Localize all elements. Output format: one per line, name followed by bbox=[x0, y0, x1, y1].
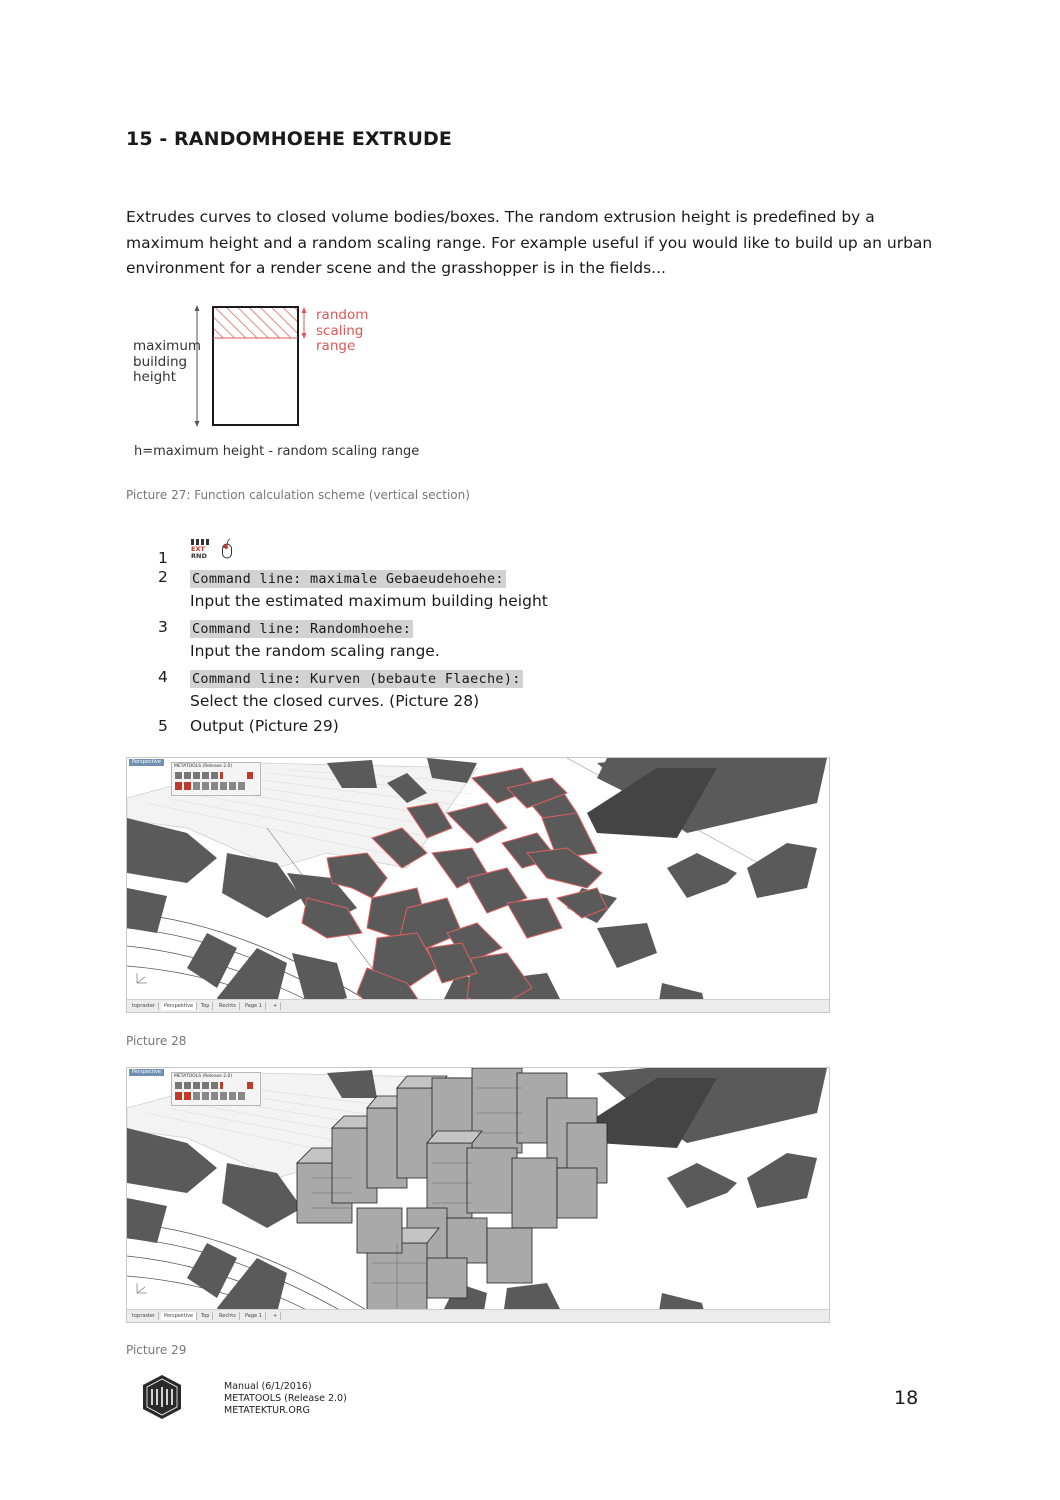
step-1-icons bbox=[190, 538, 233, 564]
page-number: 18 bbox=[894, 1387, 919, 1409]
step-number: 4 bbox=[158, 668, 168, 686]
tab-top[interactable]: Top bbox=[198, 1312, 213, 1320]
toolbar-title: METATOOLS (Release 2.0) bbox=[174, 764, 233, 769]
tab-top[interactable]: Top bbox=[198, 1002, 213, 1010]
tab-rechts[interactable]: Rechts bbox=[216, 1002, 240, 1010]
metatools-toolbar[interactable] bbox=[171, 762, 261, 796]
max-height-label: maximum building height bbox=[133, 338, 202, 385]
picture-28-caption: Picture 28 bbox=[126, 1034, 187, 1048]
step-3-command: Command line: Randomhoehe: bbox=[192, 621, 412, 637]
step-number: 2 bbox=[158, 568, 168, 586]
footer-info: Manual (6/1/2016) METATOOLS (Release 2.0) METATEKTUR.ORG bbox=[224, 1381, 347, 1416]
tab-topraster[interactable]: topraster bbox=[129, 1002, 159, 1010]
tab-rechts[interactable]: Rechts bbox=[216, 1312, 240, 1320]
picture-27-caption: Picture 27: Function calculation scheme (vertical section) bbox=[126, 488, 470, 502]
step-4-text: Select the closed curves. (Picture 28) bbox=[190, 692, 480, 710]
extruded-buildings-view bbox=[127, 1068, 829, 1322]
random-range-label: random scaling range bbox=[316, 307, 369, 354]
step-4-command: Command line: Kurven (bebaute Flaeche): bbox=[192, 671, 521, 687]
step-3-text: Input the random scaling range. bbox=[190, 642, 440, 660]
step-2-text: Input the estimated maximum building height bbox=[190, 592, 548, 610]
metatektur-logo bbox=[140, 1373, 184, 1421]
calculation-diagram bbox=[126, 298, 420, 463]
step-number: 3 bbox=[158, 618, 168, 636]
picture-29-caption: Picture 29 bbox=[126, 1343, 187, 1357]
step-2-command: Command line: maximale Gebaeudehoehe: bbox=[192, 571, 504, 587]
step-number: 5 bbox=[158, 717, 168, 735]
tab-add[interactable]: + bbox=[270, 1312, 281, 1320]
mouse-left-click-icon bbox=[221, 538, 233, 564]
viewport-label[interactable]: Perspective bbox=[129, 1069, 164, 1076]
viewport-label[interactable]: Perspective bbox=[129, 759, 164, 766]
tab-perspektive[interactable]: Perspektive bbox=[161, 1312, 197, 1320]
viewport-tabs bbox=[127, 999, 829, 1012]
picture-28-screenshot bbox=[126, 757, 830, 1013]
metatools-toolbar[interactable] bbox=[171, 1072, 261, 1106]
tab-perspektive[interactable]: Perspektive bbox=[161, 1002, 197, 1010]
tab-page-1[interactable]: Page 1 bbox=[242, 1002, 266, 1010]
step-number: 1 bbox=[158, 549, 168, 567]
tab-add[interactable]: + bbox=[270, 1002, 281, 1010]
tab-topraster[interactable]: topraster bbox=[129, 1312, 159, 1320]
tab-page-1[interactable]: Page 1 bbox=[242, 1312, 266, 1320]
height-formula: h=maximum height - random scaling range bbox=[134, 444, 420, 459]
picture-29-screenshot bbox=[126, 1067, 830, 1323]
plan-view-curves bbox=[127, 758, 829, 1012]
step-5-text: Output (Picture 29) bbox=[190, 717, 339, 735]
viewport-tabs bbox=[127, 1309, 829, 1322]
intro-paragraph: Extrudes curves to closed volume bodies/boxes. The random extrusion height is predefined by a maximum height and a random scaling range. For example useful if you would like to build up an urban environment for a render scene and the grasshopper is in the fields... bbox=[126, 208, 933, 277]
randomhoehe-extrude-icon[interactable]: EXT RND bbox=[190, 538, 212, 562]
section-heading: 15 - RANDOMHOEHE EXTRUDE bbox=[126, 128, 452, 150]
toolbar-title: METATOOLS (Release 2.0) bbox=[174, 1074, 233, 1079]
